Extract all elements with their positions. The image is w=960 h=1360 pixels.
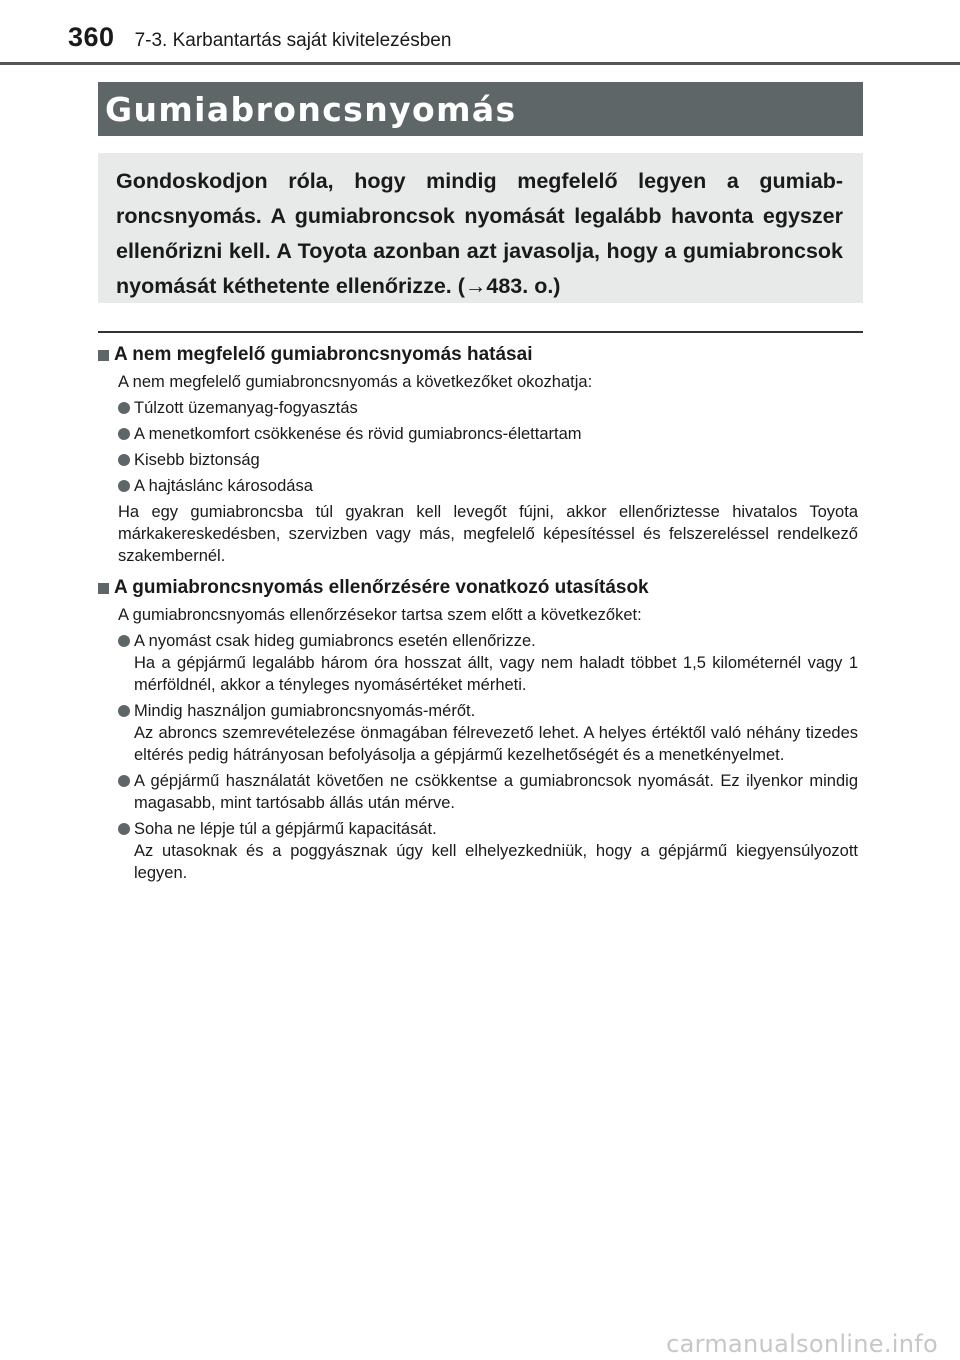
section-note: Ha egy gumiabroncsba túl gyakran kell levegőt fújni, akkor ellenőriztesse hivatalos Toyota márkakereskedésben, szervizben vagy más, megfelelő képesítéssel és felszereléssel rendelkező szakembernél. <box>118 503 858 565</box>
list-item <box>118 818 858 884</box>
section-lead: A gumiabroncsnyomás ellenőrzésekor tartsa szem előtt a következőket: <box>118 606 642 624</box>
circle-bullet-icon <box>118 705 130 717</box>
list-item <box>118 630 858 696</box>
circle-bullet-icon <box>118 823 130 835</box>
header-divider <box>0 62 960 65</box>
circle-bullet-icon <box>118 480 130 492</box>
list-item <box>118 397 858 419</box>
square-bullet-icon <box>98 583 109 594</box>
list-item-text: A menetkomfort csökkenése és rövid gumiabroncs-élettartam <box>134 425 582 443</box>
chapter-title: 7-3. Karbantartás saját kivitelezésben <box>134 30 452 51</box>
list-item-text: A gépjármű használatát követően ne csökkentse a gumiabroncsok nyomását. Ez ilyenkor mindig magasabb, mint tartósabb állás után mérve. <box>134 772 858 812</box>
circle-bullet-icon <box>118 635 130 647</box>
list-item-text: Mindig használjon gumiabroncsnyomás-mérőt. <box>134 702 476 720</box>
list-item-text: Túlzott üzemanyag-fogyasztás <box>134 399 358 417</box>
list-item <box>118 449 858 471</box>
list-item-text: Kisebb biztonság <box>134 451 260 469</box>
list-item-text: A nyomást csak hideg gumiabroncs esetén ellenőrizze. <box>134 632 536 650</box>
list-item-detail: Ha a gépjármű legalább három óra hosszat állt, vagy nem haladt többet 1,5 kilométernél vagy 1 mérföldnél, akkor a tényleges nyomásértéket mérheti. <box>134 654 858 694</box>
square-bullet-icon <box>98 350 109 361</box>
list-item-text: Soha ne lépje túl a gépjármű kapacitását. <box>134 820 437 838</box>
section-heading <box>98 342 858 368</box>
circle-bullet-icon <box>118 454 130 466</box>
list-item-detail: Az abroncs szemrevételezése önmagában félrevezető lehet. A helyes értéktől való néhány tizedes eltérés pedig hátrányosan befolyásolja a gépjármű kezelhetőségét és a menetkényelmet. <box>134 724 858 764</box>
list-item <box>118 700 858 766</box>
intro-box <box>98 153 863 303</box>
main-content <box>98 342 858 884</box>
page-number: 360 <box>68 22 115 52</box>
list-item-detail: Az utasoknak és a poggyásznak úgy kell elhelyezkedniük, hogy a gépjármű kiegyensúlyozott legyen. <box>134 842 858 882</box>
list-item-text: A hajtáslánc károsodása <box>134 477 313 495</box>
circle-bullet-icon <box>118 402 130 414</box>
list-item <box>118 475 858 497</box>
circle-bullet-icon <box>118 775 130 787</box>
intro-text: Gondoskodjon róla, hogy mindig megfelelő legyen a gumiabroncsnyomás. A gumiabroncsok nyomását legalább havonta egyszer ellenőrizni kell. A Toyota azonban azt javasolja, hogy a gumiabroncsok nyomását kéthetente ellenőrizze. (→483. o.) <box>116 169 843 298</box>
circle-bullet-icon <box>118 428 130 440</box>
list-item <box>118 770 858 814</box>
section-heading-text: A gumiabroncsnyomás ellenőrzésére vonatkozó utasítások <box>114 577 649 598</box>
page-title: Gumiabroncsnyomás <box>105 89 517 129</box>
section-heading <box>98 575 858 601</box>
page-header <box>68 22 451 53</box>
section-divider <box>98 331 863 333</box>
watermark: carmanualsonline.info <box>666 1330 938 1358</box>
section-heading-text: A nem megfelelő gumiabroncsnyomás hatásai <box>114 344 533 365</box>
section-title-bar <box>98 82 863 136</box>
list-item <box>118 423 858 445</box>
section-lead: A nem megfelelő gumiabroncsnyomás a következőket okozhatja: <box>118 373 593 391</box>
